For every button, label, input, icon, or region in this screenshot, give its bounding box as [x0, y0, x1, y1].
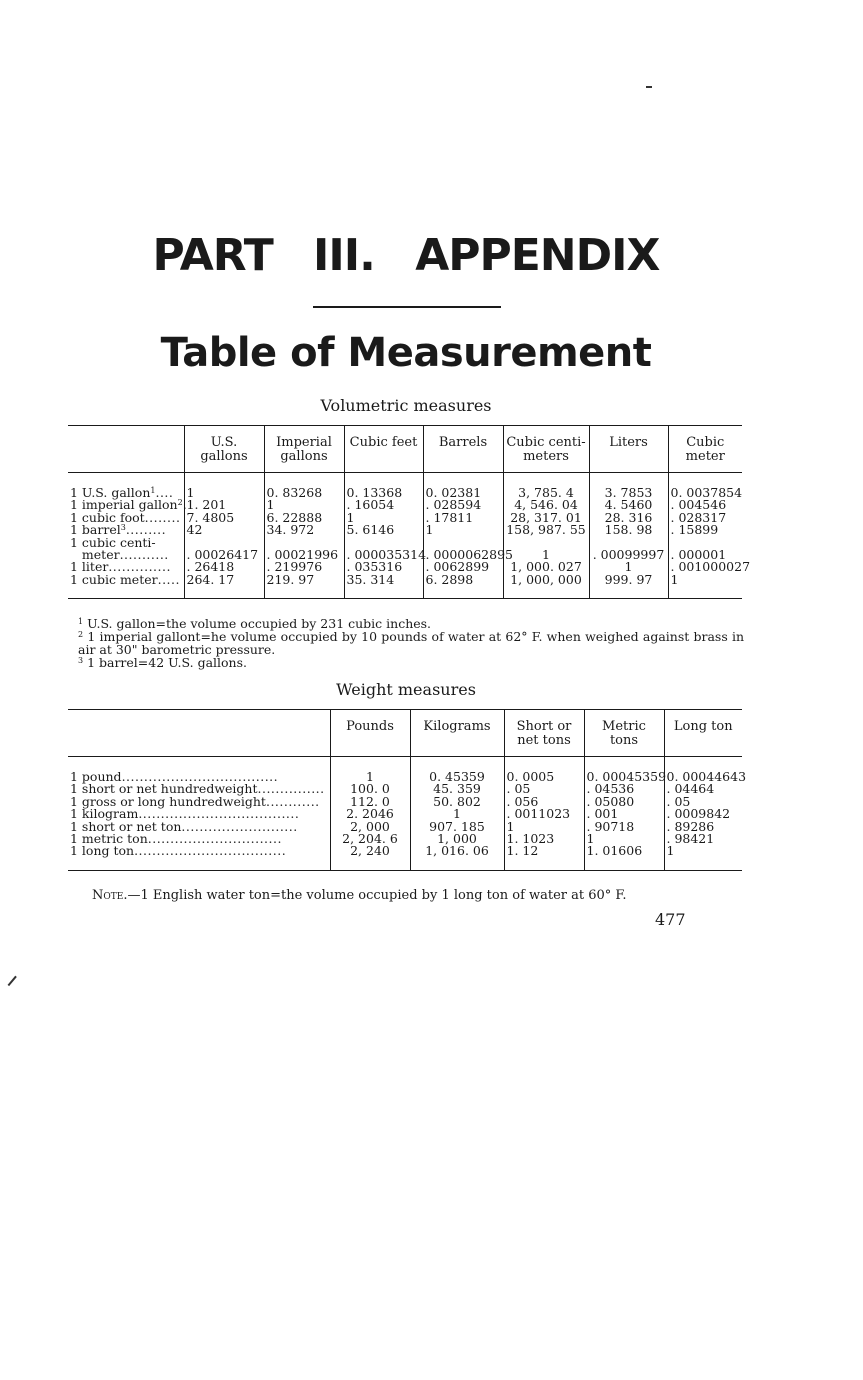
- volumetric-row-label-text: 1 U.S. gallon: [70, 485, 151, 500]
- volumetric-cell: 999. 97: [589, 574, 668, 599]
- scan-mark: [8, 976, 17, 986]
- weight-cell: 1: [664, 845, 742, 870]
- part-heading: PART III. APPENDIX: [152, 230, 660, 281]
- weight-cell: 2, 204. 6: [330, 833, 410, 845]
- col-short-tons-label: Short or net tons: [516, 719, 572, 748]
- volumetric-cell: . 00021996: [264, 549, 344, 561]
- weight-cell: 1: [410, 808, 504, 820]
- weight-row-label-text: 1 gross or long hundredweight: [70, 793, 266, 809]
- weight-cell: 100. 0: [330, 783, 410, 795]
- col-kilograms: [410, 710, 504, 757]
- weight-cell: . 04536: [584, 783, 664, 795]
- footnote-3: [68, 656, 744, 669]
- volumetric-cell: 1: [423, 524, 503, 536]
- weight-cell: . 0009842: [664, 808, 742, 820]
- weight-row: [68, 845, 742, 870]
- volumetric-row-leader-dots: ........: [144, 509, 181, 525]
- volumetric-row-label: [68, 473, 184, 500]
- volumetric-body: [68, 473, 751, 599]
- volumetric-row-label-text: 1 imperial gallon: [70, 497, 178, 513]
- volumetric-row-label-text: 1 cubic centi-: [70, 534, 156, 550]
- weight-cell: 2, 240: [330, 845, 410, 870]
- volumetric-cell: 1: [344, 512, 423, 524]
- weight-cell: 0. 00045359: [584, 757, 664, 784]
- weight-row-label: [68, 845, 330, 870]
- volumetric-row-leader-dots: .....: [157, 571, 180, 587]
- col-us-gallons-label: U.S. gallons: [200, 435, 248, 464]
- volumetric-row-leader-dots: ..............: [108, 559, 171, 575]
- weight-cell: 1, 000: [410, 833, 504, 845]
- volumetric-cell: . 0000062895: [423, 549, 503, 561]
- col-long-ton: [664, 710, 742, 757]
- volumetric-cell: 4, 546. 04: [503, 499, 589, 511]
- volumetric-table: [68, 425, 751, 599]
- volumetric-cell: 1: [503, 549, 589, 561]
- volumetric-cell: 7. 4805: [184, 512, 264, 524]
- scan-speck: [646, 86, 652, 88]
- weight-header-row: [68, 710, 742, 757]
- volumetric-cell: 34. 972: [264, 524, 344, 536]
- volumetric-cell: . 001000027: [668, 561, 742, 573]
- note: [92, 888, 627, 903]
- weight-cell: . 90718: [584, 821, 664, 833]
- weight-cell: 1. 1023: [504, 833, 584, 845]
- footnote-3-text: 1 barrel=42 U.S. gallons.: [87, 655, 247, 670]
- weight-cell: 0. 00044643: [664, 757, 742, 784]
- volumetric-cell: 35. 314: [344, 574, 423, 599]
- volumetric-row-label-text: 1 cubic foot: [70, 509, 145, 525]
- volumetric-cell: 28. 316: [589, 512, 668, 524]
- weight-row-leader-dots: ...................................: [121, 769, 279, 784]
- col-imperial-gallons-label: Imperial gallons: [276, 435, 332, 464]
- weight-cell: 1: [330, 757, 410, 784]
- weight-cell: 2. 2046: [330, 808, 410, 820]
- footnote-1-text: U.S. gallon=the volume occupied by 231 cubic inches.: [87, 616, 432, 631]
- volumetric-cell: 28, 317. 01: [503, 512, 589, 524]
- volumetric-cell: . 028317: [668, 512, 742, 524]
- volumetric-row-footnote-mark: 2: [177, 498, 183, 508]
- volumetric-cell: . 035316: [344, 561, 423, 573]
- weight-cell: . 05080: [584, 796, 664, 808]
- volumetric-cell: . 028594: [423, 499, 503, 511]
- volumetric-cell: 158. 98: [589, 524, 668, 536]
- volumetric-cell: 1, 000, 000: [503, 574, 589, 599]
- col-liters-label: Liters: [609, 435, 648, 450]
- col-us-gallons: [184, 426, 264, 473]
- col-metric-tons-label: Metric tons: [602, 719, 646, 748]
- volumetric-cell: 1: [264, 499, 344, 511]
- table-title: Table of Measurement: [160, 330, 652, 376]
- col-cubic-meter-label: Cubic meter: [685, 435, 725, 464]
- weight-row-label: [68, 757, 330, 784]
- volumetric-cell: . 004546: [668, 499, 742, 511]
- weight-cell: 50. 802: [410, 796, 504, 808]
- weight-cell: . 89286: [664, 821, 742, 833]
- col-cubic-feet-label: Cubic feet: [349, 435, 418, 450]
- weight-cell: 2, 000: [330, 821, 410, 833]
- volumetric-cell: . 0062899: [423, 561, 503, 573]
- volumetric-row-label: [68, 571, 184, 599]
- weight-row-label-text: 1 metric ton: [70, 831, 148, 847]
- volumetric-row-label-text: 1 liter: [70, 559, 109, 575]
- volumetric-cell: . 000035314: [344, 549, 423, 561]
- volumetric-caption: Volumetric measures: [320, 396, 492, 415]
- weight-row-leader-dots: ...............: [257, 781, 325, 797]
- weight-row-label-text: 1 kilogram: [70, 806, 139, 822]
- volumetric-row: [68, 524, 742, 536]
- volumetric-cell: . 00026417: [184, 549, 264, 561]
- weight-row-leader-dots: ............: [265, 793, 320, 809]
- weight-row-label-text: 1 long ton: [70, 843, 135, 859]
- weight-cell: . 04464: [664, 783, 742, 795]
- weight-row: [68, 757, 742, 784]
- volumetric-cell: 0. 13368: [344, 473, 423, 500]
- weight-cell: 0. 0005: [504, 757, 584, 784]
- heading-divider: [313, 306, 501, 308]
- col-pounds-label: Pounds: [346, 719, 394, 734]
- col-barrels: [423, 426, 503, 473]
- weight-cell: 1. 12: [504, 845, 584, 870]
- weight-cell: 1. 01606: [584, 845, 664, 870]
- col-long-ton-label: Long ton: [673, 719, 733, 734]
- volumetric-cell: . 26418: [184, 561, 264, 573]
- note-prefix: Note.: [92, 888, 128, 903]
- footnotes: [68, 617, 744, 669]
- col-metric-tons: [584, 710, 664, 757]
- volumetric-cell: 1: [668, 574, 742, 599]
- footnote-3-mark: 3: [78, 656, 84, 665]
- volumetric-cell: 1, 000. 027: [503, 561, 589, 573]
- volumetric-cell: 3, 785. 4: [503, 473, 589, 500]
- col-short-tons: [504, 710, 584, 757]
- volumetric-cell: 1. 201: [184, 499, 264, 511]
- weight-body: [68, 757, 747, 871]
- volumetric-row-leader-dots: ...........: [119, 547, 169, 563]
- weight-header-blank: [68, 710, 330, 757]
- weight-cell: . 056: [504, 796, 584, 808]
- volumetric-cell: . 000001: [668, 549, 742, 561]
- weight-row-leader-dots: ..............................: [147, 831, 282, 847]
- weight-row-leader-dots: ....................................: [138, 806, 300, 822]
- col-pounds: [330, 710, 410, 757]
- col-barrels-label: Barrels: [438, 435, 488, 450]
- weight-row-label-text: 1 short or net hundredweight: [70, 781, 258, 797]
- volumetric-header-row: [68, 426, 742, 473]
- volumetric-cell: . 00099997: [589, 549, 668, 561]
- volumetric-cell: 158, 987. 55: [503, 524, 589, 536]
- footnote-2-text: 1 imperial gallont=he volume occupied by 10 pounds of water at 62° F. when weighed against brass in air at 30" barometric pressure.: [78, 629, 745, 657]
- weight-cell: 1: [504, 821, 584, 833]
- volumetric-cell: 6. 22888: [264, 512, 344, 524]
- footnote-2: [68, 630, 744, 656]
- volumetric-row: [68, 574, 742, 599]
- note-text: —1 English water ton=the volume occupied by 1 long ton of water at 60° F.: [127, 888, 627, 903]
- volumetric-cell: 6. 2898: [423, 574, 503, 599]
- weight-row-label-text: 1 short or net ton: [70, 818, 182, 834]
- col-cubic-centimeters: [503, 426, 589, 473]
- volumetric-cell: 219. 97: [264, 574, 344, 599]
- weight-row-label-text: 1 pound: [70, 769, 122, 784]
- volumetric-cell: 0. 02381: [423, 473, 503, 500]
- volumetric-row-leader-dots: .: [182, 497, 188, 513]
- col-cubic-feet: [344, 426, 423, 473]
- page-number: 477: [655, 910, 686, 929]
- volumetric-cell: 0. 0037854: [668, 473, 742, 500]
- volumetric-row-footnote-mark: 1: [150, 486, 156, 495]
- volumetric-cell: . 17811: [423, 512, 503, 524]
- col-liters: [589, 426, 668, 473]
- col-imperial-gallons: [264, 426, 344, 473]
- volumetric-cell: 1: [184, 473, 264, 500]
- weight-cell: 45. 359: [410, 783, 504, 795]
- weight-cell: . 05: [504, 783, 584, 795]
- weight-cell: 1: [584, 833, 664, 845]
- weight-caption: Weight measures: [336, 680, 476, 699]
- footnote-1-mark: 1: [78, 617, 84, 626]
- volumetric-cell: 5. 6146: [344, 524, 423, 536]
- volumetric-row-label-text: 1 barrel: [70, 522, 121, 538]
- volumetric-row-label-text: 1 cubic meter: [70, 571, 158, 587]
- volumetric-cell: 264. 17: [184, 574, 264, 599]
- volumetric-row-leader-dots: .........: [125, 522, 167, 538]
- volumetric-row-leader-dots: ....: [155, 485, 174, 500]
- volumetric-row-footnote-mark: 3: [120, 523, 126, 533]
- weight-cell: . 001: [584, 808, 664, 820]
- col-cubic-meter: [668, 426, 742, 473]
- col-cubic-centimeters-label: Cubic centi- meters: [506, 435, 586, 464]
- weight-row-leader-dots: ..........................: [181, 818, 298, 834]
- volumetric-row-label-text: meter: [70, 547, 120, 563]
- col-kilograms-label: Kilograms: [423, 719, 491, 734]
- weight-row-leader-dots: ..................................: [134, 843, 287, 859]
- weight-cell: . 98421: [664, 833, 742, 845]
- weight-cell: 907. 185: [410, 821, 504, 833]
- volumetric-cell: . 15899: [668, 524, 742, 536]
- volumetric-cell: 0. 83268: [264, 473, 344, 500]
- weight-cell: 112. 0: [330, 796, 410, 808]
- volumetric-cell: 3. 7853: [589, 473, 668, 500]
- weight-cell: 0. 45359: [410, 757, 504, 784]
- weight-cell: . 0011023: [504, 808, 584, 820]
- volumetric-cell: 4. 5460: [589, 499, 668, 511]
- volumetric-cell: . 16054: [344, 499, 423, 511]
- volumetric-cell: . 219976: [264, 561, 344, 573]
- weight-cell: . 05: [664, 796, 742, 808]
- weight-cell: 1, 016. 06: [410, 845, 504, 870]
- volumetric-header-blank: [68, 426, 184, 473]
- volumetric-cell: 42: [184, 524, 264, 536]
- footnote-2-mark: 2: [78, 630, 84, 639]
- weight-table: [68, 709, 747, 871]
- volumetric-row: [68, 473, 742, 500]
- volumetric-cell: 1: [589, 561, 668, 573]
